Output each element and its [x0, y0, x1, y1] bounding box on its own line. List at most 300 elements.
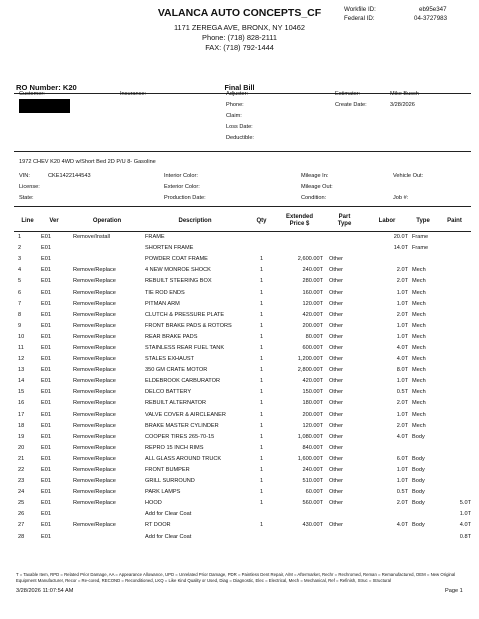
- cell-ver: E01: [41, 400, 51, 407]
- cell-type: Mech: [412, 344, 426, 351]
- cell-paint: [438, 487, 471, 498]
- table-row: [14, 343, 471, 354]
- cell-line: 24: [18, 489, 25, 496]
- cell-part-type: Other: [329, 478, 343, 485]
- cell-description: REAR BRAKE PADS: [145, 333, 198, 340]
- cell-ver: E01: [41, 422, 51, 429]
- cell-labor: 1.0T: [396, 467, 408, 474]
- insurance-label: Insurance:: [120, 91, 147, 97]
- table-row: [14, 532, 471, 543]
- cell-line: 28: [18, 533, 25, 540]
- cell-paint: [438, 265, 471, 276]
- cell-part-type: Other: [329, 278, 343, 285]
- cell-paint: [438, 354, 471, 365]
- cell-part-type: Other: [329, 333, 343, 340]
- cell-description: PITMAN ARM: [145, 300, 180, 307]
- cell-operation: Remove/Replace: [73, 344, 116, 351]
- cell-type: Body: [412, 478, 425, 485]
- cell-qty: 1: [259, 333, 264, 340]
- cell-labor: 14.0T: [393, 245, 408, 252]
- cell-type: Mech: [412, 267, 426, 274]
- cell-description: VALVE COVER & AIRCLEANER: [145, 411, 226, 418]
- table-row: [14, 321, 471, 332]
- adjuster-label: Adjuster:: [226, 91, 249, 97]
- cell-paint: [438, 476, 471, 487]
- company-address: 1171 ZEREGA AVE, BRONX, NY 10462: [173, 23, 306, 32]
- cell-type: Mech: [412, 311, 426, 318]
- cell-ver: E01: [41, 467, 51, 474]
- cell-qty: 1: [259, 467, 264, 474]
- abbreviation-legend: T = Taxable Item, RPD = Related Prior Damage, AA = Appearance Allowance, UPD = Unrelated Prior Damage, PDR = Paintless Dent Repair, A/M = Aftermarket, Rechr = Rechromed, Reman = Remanufactured, OEM = New Original Equipment Manufacturer, Recor = Re-cored, RECOND = Reconditioned, LKQ = Like Kind Quality or Used, Diag = Diagnostic, Elec = Electrical, Mech = Mechanical, Ref = Refinish, Struc = Structural: [16, 572, 456, 584]
- table-header-row: [14, 211, 471, 232]
- cell-description: ALL GLASS AROUND TRUCK: [145, 455, 222, 462]
- cell-operation: Remove/Replace: [73, 311, 116, 318]
- cell-operation: [71, 509, 143, 520]
- cell-description: TIE ROD ENDS: [145, 289, 185, 296]
- cell-paint: [438, 421, 471, 432]
- table-row: [14, 332, 471, 343]
- exterior-color-label: Exterior Color:: [164, 184, 200, 190]
- cell-part-type: Other: [329, 256, 343, 263]
- cell-ver: E01: [41, 267, 51, 274]
- cell-line: 16: [18, 400, 25, 407]
- cell-line: 8: [18, 311, 22, 318]
- cell-part-type: [323, 243, 366, 254]
- cell-operation: [71, 243, 143, 254]
- cell-type: Mech: [412, 411, 426, 418]
- cell-labor: 1.0T: [396, 411, 408, 418]
- cell-description: RT DOOR: [145, 522, 171, 529]
- cell-price: 60.00T: [305, 489, 323, 496]
- cell-operation: Remove/Replace: [73, 489, 116, 496]
- cell-description: REPRO 15 INCH RIMS: [145, 444, 204, 451]
- cell-operation: Remove/Replace: [73, 522, 116, 529]
- cell-qty: [247, 509, 276, 520]
- cell-part-type: [323, 532, 366, 543]
- cell-type: Mech: [412, 289, 426, 296]
- cell-description: GRILL SURROUND: [145, 478, 195, 485]
- cell-description: CLUTCH & PRESSURE PLATE: [145, 311, 225, 318]
- cell-part-type: Other: [329, 400, 343, 407]
- cell-qty: 1: [259, 267, 264, 274]
- table-row: [14, 454, 471, 465]
- cell-operation: Remove/Replace: [73, 400, 116, 407]
- cell-labor: 4.0T: [396, 433, 408, 440]
- cell-paint: 0.8T: [459, 533, 471, 540]
- cell-part-type: Other: [329, 344, 343, 351]
- cell-qty: 1: [259, 344, 264, 351]
- cell-operation: Remove/Replace: [73, 378, 116, 385]
- cell-price: 420.00T: [302, 311, 323, 318]
- cell-operation: Remove/Replace: [73, 278, 116, 285]
- cell-operation: Remove/Replace: [73, 478, 116, 485]
- cell-paint: [438, 465, 471, 476]
- cell-paint: [438, 299, 471, 310]
- page-number: Page 1: [445, 588, 463, 594]
- cell-price: 280.00T: [302, 278, 323, 285]
- cell-paint: [438, 343, 471, 354]
- cell-price: [276, 243, 323, 254]
- cell-ver: E01: [41, 245, 51, 252]
- mileage-in-label: Mileage In:: [301, 173, 329, 179]
- cell-line: 27: [18, 522, 25, 529]
- vehicle-description: 1972 CHEV K20 4WD w/Short Bed 2D P/U 8- Gasoline: [19, 159, 156, 165]
- company-name: VALANCA AUTO CONCEPTS_CF: [157, 7, 322, 19]
- col-qty-header: Qty: [256, 217, 267, 224]
- vehicle-out-label: Vehicle Out:: [393, 173, 424, 179]
- cell-line: 7: [18, 300, 22, 307]
- cell-type: Mech: [412, 367, 426, 374]
- cell-qty: 1: [259, 311, 264, 318]
- cell-labor: 1.0T: [396, 478, 408, 485]
- cell-price: 200.00T: [302, 322, 323, 329]
- table-row: [14, 509, 471, 520]
- cell-line: 15: [18, 389, 25, 396]
- cell-price: 510.00T: [302, 478, 323, 485]
- cell-paint: [438, 376, 471, 387]
- table-row: [14, 299, 471, 310]
- cell-type: Mech: [412, 400, 426, 407]
- cell-labor: 1.0T: [396, 300, 408, 307]
- customer-label: Customer:: [19, 91, 45, 97]
- cell-type: [408, 532, 438, 543]
- cell-part-type: Other: [329, 522, 343, 529]
- cell-description: HOOD: [145, 500, 162, 507]
- cell-operation: [71, 532, 143, 543]
- col-part-type-header: Part Type: [337, 214, 352, 227]
- cell-qty: 1: [259, 455, 264, 462]
- federal-label: Federal ID:: [344, 15, 375, 22]
- cell-ver: E01: [41, 322, 51, 329]
- table-row: [14, 254, 471, 265]
- cell-description: FRONT BRAKE PADS & ROTORS: [145, 322, 232, 329]
- print-timestamp: 3/28/2026 11:07:54 AM: [16, 588, 74, 594]
- cell-operation: Remove/Install: [73, 234, 110, 241]
- cell-part-type: Other: [329, 389, 343, 396]
- cell-type: Body: [412, 433, 425, 440]
- cell-qty: 1: [259, 444, 264, 451]
- cell-part-type: Other: [329, 311, 343, 318]
- create-date-label: Create Date:: [335, 102, 367, 108]
- cell-description: PARK LAMPS: [145, 489, 181, 496]
- cell-price: 150.00T: [302, 389, 323, 396]
- cell-ver: E01: [41, 455, 51, 462]
- cell-price: 120.00T: [302, 300, 323, 307]
- table-row: [14, 410, 471, 421]
- cell-labor: 4.0T: [396, 344, 408, 351]
- cell-qty: 1: [259, 500, 264, 507]
- cell-price: [276, 232, 323, 244]
- federal-value: 04-3727983: [414, 15, 448, 22]
- cell-labor: 20.0T: [393, 234, 408, 241]
- cell-part-type: Other: [329, 411, 343, 418]
- cell-line: 9: [18, 322, 22, 329]
- cell-paint: [438, 243, 471, 254]
- loss-date-label: Loss Date:: [226, 124, 253, 130]
- claim-label: Claim:: [226, 113, 242, 119]
- cell-part-type: [323, 232, 366, 244]
- divider: [14, 206, 471, 207]
- cell-labor: 1.0T: [396, 333, 408, 340]
- cell-line: 4: [18, 267, 22, 274]
- cell-labor: 2.0T: [396, 400, 408, 407]
- cell-operation: Remove/Replace: [73, 389, 116, 396]
- cell-type: Mech: [412, 389, 426, 396]
- cell-price: 180.00T: [302, 400, 323, 407]
- cell-ver: E01: [41, 234, 51, 241]
- cell-paint: [438, 365, 471, 376]
- cell-paint: 4.0T: [459, 522, 471, 529]
- cell-qty: 1: [259, 378, 264, 385]
- cell-type: [408, 509, 438, 520]
- cell-ver: E01: [41, 511, 51, 518]
- cell-labor: 0.5T: [396, 489, 408, 496]
- cell-type: Mech: [412, 278, 426, 285]
- table-row: [14, 520, 471, 531]
- col-ver-header: Ver: [49, 217, 59, 224]
- cell-line: 1: [18, 234, 22, 241]
- cell-price: 240.00T: [302, 267, 323, 274]
- table-row: [14, 498, 471, 509]
- cell-qty: 1: [259, 411, 264, 418]
- phone-label: Phone:: [226, 102, 244, 108]
- cell-ver: E01: [41, 444, 51, 451]
- company-fax: FAX: (718) 792-1444: [205, 43, 274, 52]
- col-price-header: Extended Price $: [285, 214, 313, 227]
- cell-labor: 2.0T: [396, 278, 408, 285]
- cell-price: 430.00T: [302, 522, 323, 529]
- interior-color-label: Interior Color:: [164, 173, 198, 179]
- cell-type: Mech: [412, 333, 426, 340]
- cell-line: 13: [18, 367, 25, 374]
- cell-description: 350 GM CRATE MOTOR: [145, 367, 208, 374]
- cell-part-type: [323, 509, 366, 520]
- cell-paint: [438, 254, 471, 265]
- divider: [14, 151, 471, 152]
- cell-qty: 1: [259, 400, 264, 407]
- cell-ver: E01: [41, 533, 51, 540]
- cell-labor: 2.0T: [396, 267, 408, 274]
- cell-labor: [366, 254, 408, 265]
- cell-line: 14: [18, 378, 25, 385]
- col-description-header: Description: [178, 217, 212, 224]
- ro-number: RO Number: K20: [16, 83, 77, 92]
- job-number-label: Job #:: [393, 195, 409, 201]
- cell-description: 4 NEW MONROE SHOCK: [145, 267, 211, 274]
- cell-part-type: Other: [329, 489, 343, 496]
- state-label: State:: [19, 195, 34, 201]
- cell-operation: Remove/Replace: [73, 467, 116, 474]
- cell-labor: 4.0T: [396, 522, 408, 529]
- table-row: [14, 398, 471, 409]
- mileage-out-label: Mileage Out:: [301, 184, 333, 190]
- workfile-label: Workfile ID:: [344, 6, 376, 13]
- cell-line: 6: [18, 289, 22, 296]
- cell-labor: 8.0T: [396, 367, 408, 374]
- cell-price: 420.00T: [302, 378, 323, 385]
- cell-line: 10: [18, 333, 25, 340]
- table-row: [14, 243, 471, 254]
- cell-type: Mech: [412, 378, 426, 385]
- cell-operation: Remove/Replace: [73, 333, 116, 340]
- cell-part-type: Other: [329, 500, 343, 507]
- cell-operation: Remove/Replace: [73, 444, 116, 451]
- cell-ver: E01: [41, 522, 51, 529]
- cell-line: 22: [18, 467, 25, 474]
- cell-ver: E01: [41, 411, 51, 418]
- cell-description: SHORTEN FRAME: [145, 245, 194, 252]
- cell-part-type: Other: [329, 267, 343, 274]
- cell-part-type: Other: [329, 322, 343, 329]
- cell-part-type: Other: [329, 422, 343, 429]
- col-labor-header: Labor: [378, 217, 396, 224]
- cell-type: Mech: [412, 322, 426, 329]
- cell-type: [408, 443, 438, 454]
- cell-price: 160.00T: [302, 289, 323, 296]
- cell-qty: 1: [259, 278, 264, 285]
- cell-qty: [247, 243, 276, 254]
- cell-operation: Remove/Replace: [73, 455, 116, 462]
- cell-type: Body: [412, 522, 425, 529]
- cell-paint: [438, 387, 471, 398]
- cell-operation: Remove/Replace: [73, 356, 116, 363]
- cell-paint: 1.0T: [459, 511, 471, 518]
- cell-paint: [438, 410, 471, 421]
- cell-type: Frame: [412, 245, 429, 252]
- vin-label: VIN:: [19, 173, 30, 179]
- cell-type: Body: [412, 500, 425, 507]
- table-row: [14, 310, 471, 321]
- cell-line: 26: [18, 511, 25, 518]
- redacted-customer-block: [19, 99, 70, 113]
- table-row: [14, 465, 471, 476]
- table-row: [14, 443, 471, 454]
- cell-description: COOPER TIRES 265-70-15: [145, 433, 215, 440]
- cell-paint: [438, 276, 471, 287]
- cell-price: 1,200.00T: [297, 356, 323, 363]
- cell-paint: [438, 232, 471, 244]
- cell-price: 2,800.00T: [297, 367, 323, 374]
- cell-paint: [438, 398, 471, 409]
- estimator-label: Estimator:: [335, 91, 361, 97]
- cell-line: 20: [18, 444, 25, 451]
- cell-description: FRAME: [145, 234, 165, 241]
- col-line-header: Line: [21, 217, 34, 224]
- cell-operation: Remove/Replace: [73, 367, 116, 374]
- cell-labor: 1.0T: [396, 322, 408, 329]
- cell-qty: 1: [259, 367, 264, 374]
- cell-line: 21: [18, 455, 25, 462]
- cell-ver: E01: [41, 478, 51, 485]
- table-row: [14, 476, 471, 487]
- cell-type: Mech: [412, 300, 426, 307]
- document-title: Final Bill: [224, 83, 255, 92]
- cell-description: STAINLESS REAR FUEL TANK: [145, 344, 225, 351]
- cell-description: Add for Clear Coat: [145, 511, 192, 518]
- cell-price: 2,600.00T: [297, 256, 323, 263]
- cell-line: 17: [18, 411, 25, 418]
- col-operation-header: Operation: [92, 217, 122, 224]
- cell-labor: [366, 532, 408, 543]
- table-row: [14, 287, 471, 298]
- cell-line: 23: [18, 478, 25, 485]
- cell-price: 1,600.00T: [297, 455, 323, 462]
- cell-description: DELCO BATTERY: [145, 389, 192, 396]
- cell-line: 2: [18, 245, 22, 252]
- condition-label: Condition:: [301, 195, 327, 201]
- cell-line: 19: [18, 433, 25, 440]
- cell-price: [276, 532, 323, 543]
- table-row: [14, 387, 471, 398]
- cell-ver: E01: [41, 367, 51, 374]
- cell-labor: [366, 443, 408, 454]
- cell-ver: E01: [41, 333, 51, 340]
- cell-labor: 0.5T: [396, 389, 408, 396]
- cell-operation: Remove/Replace: [73, 267, 116, 274]
- cell-qty: [247, 532, 276, 543]
- cell-ver: E01: [41, 489, 51, 496]
- create-date-value: 3/28/2026: [390, 102, 415, 108]
- production-date-label: Production Date:: [164, 195, 206, 201]
- table-row: [14, 365, 471, 376]
- cell-operation: Remove/Replace: [73, 322, 116, 329]
- cell-qty: 1: [259, 422, 264, 429]
- cell-ver: E01: [41, 278, 51, 285]
- license-label: License:: [19, 184, 40, 190]
- cell-ver: E01: [41, 500, 51, 507]
- cell-ver: E01: [41, 289, 51, 296]
- cell-paint: 5.0T: [459, 500, 471, 507]
- cell-line: 12: [18, 356, 25, 363]
- cell-ver: E01: [41, 344, 51, 351]
- cell-ver: E01: [41, 433, 51, 440]
- cell-qty: 1: [259, 356, 264, 363]
- cell-price: 240.00T: [302, 467, 323, 474]
- cell-price: 600.00T: [302, 344, 323, 351]
- cell-line: 5: [18, 278, 22, 285]
- cell-type: Body: [412, 489, 425, 496]
- cell-operation: [71, 254, 143, 265]
- cell-operation: Remove/Replace: [73, 300, 116, 307]
- cell-price: 80.00T: [305, 333, 323, 340]
- cell-labor: 2.0T: [396, 422, 408, 429]
- cell-qty: 1: [259, 300, 264, 307]
- table-row: [14, 354, 471, 365]
- table-row: [14, 232, 471, 244]
- cell-labor: 2.0T: [396, 311, 408, 318]
- cell-part-type: Other: [329, 367, 343, 374]
- cell-labor: 2.0T: [396, 500, 408, 507]
- cell-operation: Remove/Replace: [73, 411, 116, 418]
- cell-operation: Remove/Replace: [73, 500, 116, 507]
- cell-description: STALES EXHAUST: [145, 356, 195, 363]
- table-row: [14, 432, 471, 443]
- table-row: [14, 376, 471, 387]
- table-row: [14, 421, 471, 432]
- cell-price: 560.00T: [302, 500, 323, 507]
- cell-qty: [247, 232, 276, 244]
- cell-part-type: Other: [329, 356, 343, 363]
- cell-paint: [438, 432, 471, 443]
- cell-line: 25: [18, 500, 25, 507]
- cell-qty: 1: [259, 389, 264, 396]
- cell-price: [276, 509, 323, 520]
- company-phone: Phone: (718) 828-2111: [202, 33, 277, 42]
- cell-description: BRAKE MASTER CYLINDER: [145, 422, 219, 429]
- cell-labor: 1.0T: [396, 378, 408, 385]
- cell-description: FRONT BUMPER: [145, 467, 190, 474]
- cell-ver: E01: [41, 378, 51, 385]
